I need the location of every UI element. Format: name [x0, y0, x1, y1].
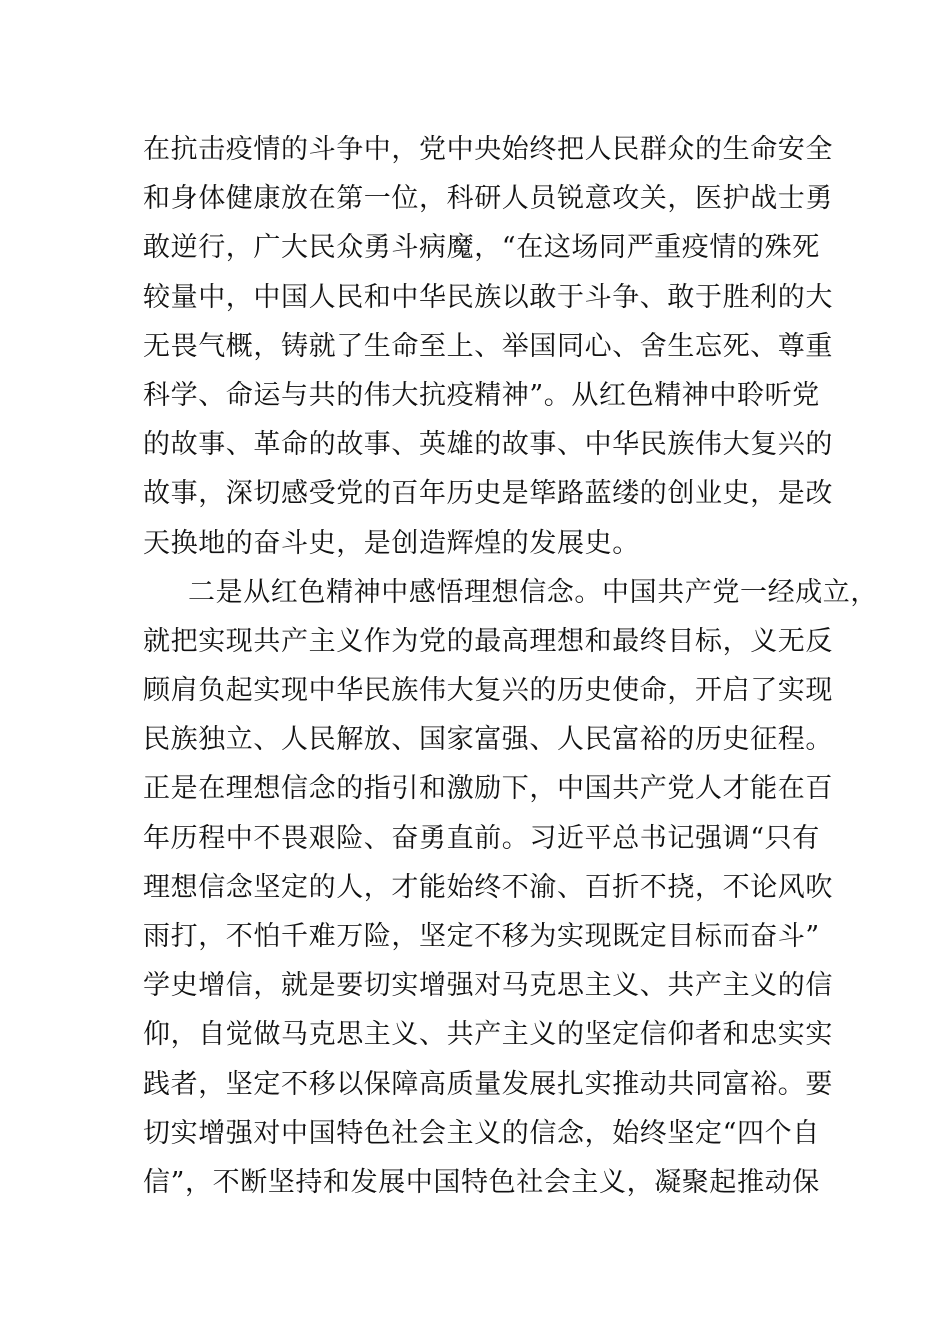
text-line: 民族独立、人民解放、国家富强、人民富裕的历史征程。 — [143, 724, 833, 756]
text-line: 和身体健康放在第一位，科研人员锐意攻关，医护战士勇 — [143, 183, 833, 215]
text-line: 年历程中不畏艰险、奋勇直前。习近平总书记强调“只有 — [143, 822, 820, 854]
text-line: 科学、命运与共的伟大抗疫精神”。从红色精神中聆听党 — [143, 379, 820, 411]
text-line: 理想信念坚定的人，才能始终不渝、百折不挠，不论风吹 — [143, 871, 833, 903]
text-line: 践者，坚定不移以保障高质量发展扎实推动共同富裕。要 — [143, 1068, 833, 1100]
text-line: 学史增信，就是要切实增强对马克思主义、共产主义的信 — [143, 970, 833, 1002]
document-body — [143, 125, 878, 1207]
text-line: 较量中，中国人民和中华民族以敢于斗争、敢于胜利的大 — [143, 281, 833, 313]
text-line: 仰，自觉做马克思主义、共产主义的坚定信仰者和忠实实 — [143, 1019, 833, 1051]
text-line: 无畏气概，铸就了生命至上、举国同心、舍生忘死、尊重 — [143, 330, 833, 362]
text-line: 的故事、革命的故事、英雄的故事、中华民族伟大复兴的 — [143, 429, 833, 461]
text-line: 顾肩负起实现中华民族伟大复兴的历史使命，开启了实现 — [143, 675, 833, 707]
text-line: 切实增强对中国特色社会主义的信念，始终坚定“四个自 — [143, 1117, 820, 1149]
paragraph-start-line: 二是从红色精神中感悟理想信念。中国共产党一经成立， — [188, 576, 878, 608]
text-line: 敢逆行，广大民众勇斗病魔，“在这场同严重疫情的殊死 — [143, 232, 820, 264]
text-line: 天换地的奋斗史，是创造辉煌的发展史。 — [143, 527, 640, 559]
text-line: 就把实现共产主义作为党的最高理想和最终目标，义无反 — [143, 625, 833, 657]
text-line: 故事，深切感受党的百年历史是筚路蓝缕的创业史，是改 — [143, 478, 833, 510]
text-line: 雨打，不怕千难万险，坚定不移为实现既定目标而奋斗” — [143, 921, 820, 952]
text-line: 信”，不断坚持和发展中国特色社会主义，凝聚起推动保 — [143, 1166, 820, 1198]
text-line: 在抗击疫情的斗争中，党中央始终把人民群众的生命安全 — [143, 134, 833, 165]
text-line: 正是在理想信念的指引和激励下，中国共产党人才能在百 — [143, 773, 833, 805]
